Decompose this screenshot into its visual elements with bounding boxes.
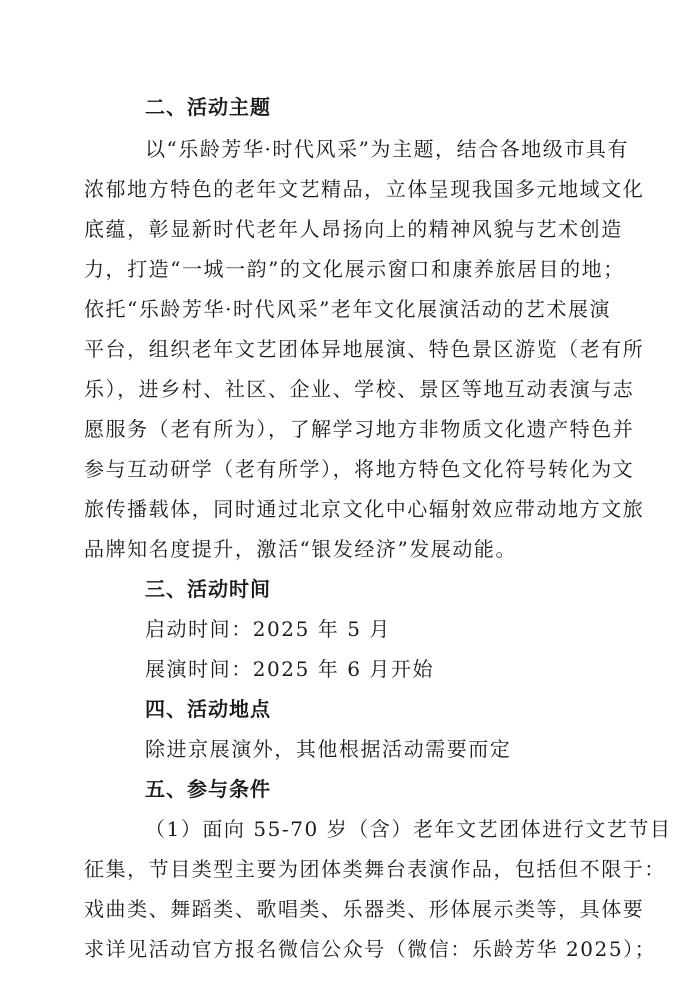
location-line: 除进京展演外，其他根据活动需要而定 — [145, 737, 512, 761]
paragraph-line: 品牌知名度提升，激活“银发经济”发展动能。 — [84, 537, 517, 561]
section-heading-location: 四、活动地点 — [145, 697, 271, 721]
paragraph-line: 浓郁地方特色的老年文艺精品，立体呈现我国多元地域文化 — [84, 177, 645, 201]
paragraph-line: 参与互动研学（老有所学），将地方特色文化符号转化为文 — [84, 457, 635, 481]
paragraph-line: 愿服务（老有所为），了解学习地方非物质文化遗产特色并 — [84, 417, 635, 441]
paragraph-line: 依托“乐龄芳华·时代风采”老年文化展演活动的艺术展演 — [84, 297, 612, 321]
paragraph-line: 以“乐龄芳华·时代风采”为主题，结合各地级市具有 — [145, 137, 630, 161]
paragraph-line: 求详见活动官方报名微信公众号（微信：乐龄芳华 2025）； — [84, 937, 657, 961]
paragraph-line: （1）面向 55-70 岁（含）老年文艺团体进行文艺节目 — [145, 817, 672, 841]
paragraph-line: 旅传播载体，同时通过北京文化中心辐射效应带动地方文旅 — [84, 497, 645, 521]
paragraph-line: 平台，组织老年文艺团体异地展演、特色景区游览（老有所 — [84, 337, 645, 361]
paragraph-line: 乐），进乡村、社区、企业、学校、景区等地互动表演与志 — [84, 377, 635, 401]
section-heading-time: 三、活动时间 — [145, 577, 271, 601]
section-heading-conditions: 五、参与条件 — [145, 777, 271, 801]
show-time-line: 展演时间：2025 年 6 月开始 — [145, 657, 435, 681]
paragraph-line: 力，打造“一城一韵”的文化展示窗口和康养旅居目的地； — [84, 257, 625, 281]
start-time-line: 启动时间：2025 年 5 月 — [145, 617, 391, 641]
paragraph-line: 底蕴，彰显新时代老年人昂扬向上的精神风貌与艺术创造 — [84, 217, 623, 241]
paragraph-line: 戏曲类、舞蹈类、歌唱类、乐器类、形体展示类等，具体要 — [84, 897, 645, 921]
paragraph-line: 征集，节目类型主要为团体类舞台表演作品，包括但不限于： — [84, 857, 666, 881]
section-heading-theme: 二、活动主题 — [145, 95, 271, 119]
